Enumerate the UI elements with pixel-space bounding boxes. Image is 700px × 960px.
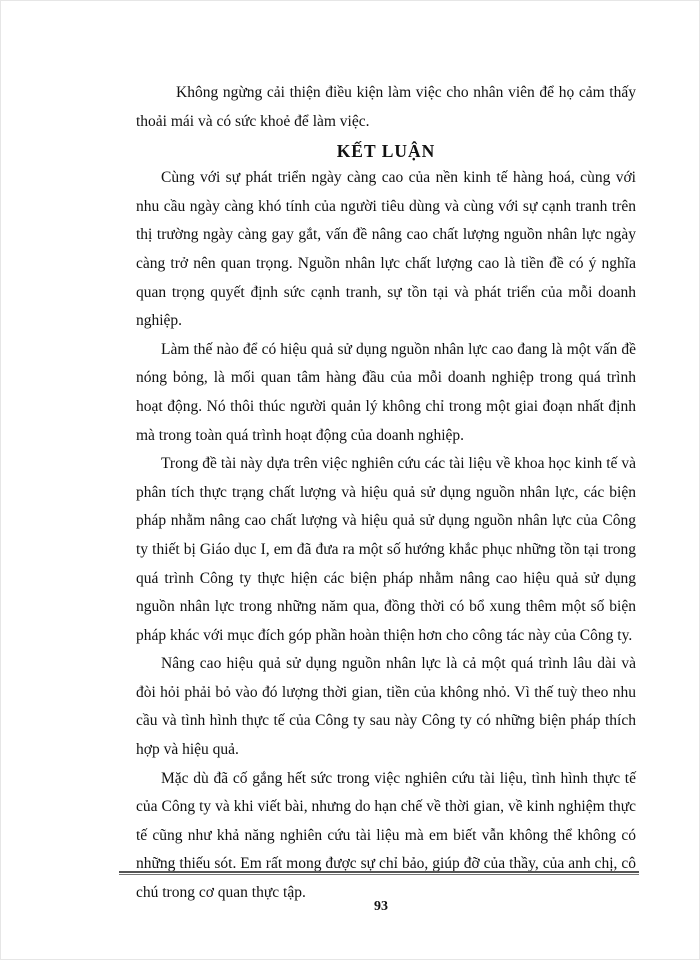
document-body bbox=[136, 79, 636, 908]
paragraph-3: Trong đề tài này dựa trên việc nghiên cứu các tài liệu về khoa học kinh tế và phân tích thực trạng chất lượng và hiệu quả sử dụng nguồn nhân lực, các biện pháp nhằm nâng cao chất lượng và hiệu quả sử dụng nguồn nhân lực của Công ty thiết bị Giáo dục I, em đã đưa ra một số hướng khắc phục những tồn tại trong quá trình Công ty thực hiện các biện pháp nhằm nâng cao hiệu quả sử dụng nguồn nhân lực trong những năm qua, đồng thời có bổ xung thêm một số biện pháp khác với mục đích góp phần hoàn thiện hơn cho công tác này của Công ty. bbox=[136, 455, 636, 644]
footer-divider bbox=[119, 871, 639, 875]
paragraph-1: Cùng với sự phát triển ngày càng cao của nền kinh tế hàng hoá, cùng với nhu cầu ngày càng khó tính của người tiêu dùng và cùng với sự cạnh tranh trên thị trường ngày càng gay gắt, vấn đề nâng cao chất lượng nguồn nhân lực ngày càng trở nên quan trọng. Nguồn nhân lực chất lượng cao là tiền đề có ý nghĩa quan trọng quyết định sức cạnh tranh, sự tồn tại và phát triển của mỗi doanh nghiệp. bbox=[136, 169, 636, 330]
intro-paragraph: Không ngừng cải thiện điều kiện làm việc cho nhân viên để họ cảm thấy thoải mái và có sức khoẻ để làm việc. bbox=[136, 84, 636, 130]
paragraph-4: Nâng cao hiệu quả sử dụng nguồn nhân lực là cả một quá trình lâu dài và đòi hỏi phải bỏ vào đó lượng thời gian, tiền của không nhỏ. Vì thế tuỳ theo nhu cầu và tình hình thực tế của Công ty sau này Công ty có những biện pháp thích hợp và hiệu quả. bbox=[136, 655, 636, 759]
paragraph-5: Mặc dù đã cố gắng hết sức trong việc nghiên cứu tài liệu, tình hình thực tế của Công ty và khi viết bài, nhưng do hạn chế về thời gian, về kinh nghiệm thực tế cũng như khả năng nghiên cứu tài liệu mà em biết vẫn không thể không có những thiếu sót. Em rất mong được sự chỉ bảo, giúp đỡ của thầy, của anh chị, cô chú trong cơ quan thực tập. bbox=[136, 769, 636, 902]
section-heading: KẾT LUẬN bbox=[336, 141, 436, 162]
page-number: 93 bbox=[374, 899, 388, 914]
paragraph-2: Làm thế nào để có hiệu quả sử dụng nguồn nhân lực cao đang là một vấn đề nóng bỏng, là mối quan tâm hàng đầu của mỗi doanh nghiệp trong quá trình hoạt động. Nó thôi thúc người quản lý không chỉ trong một giai đoạn nhất định mà trong toàn quá trình hoạt động của doanh nghiệp. bbox=[136, 340, 636, 444]
